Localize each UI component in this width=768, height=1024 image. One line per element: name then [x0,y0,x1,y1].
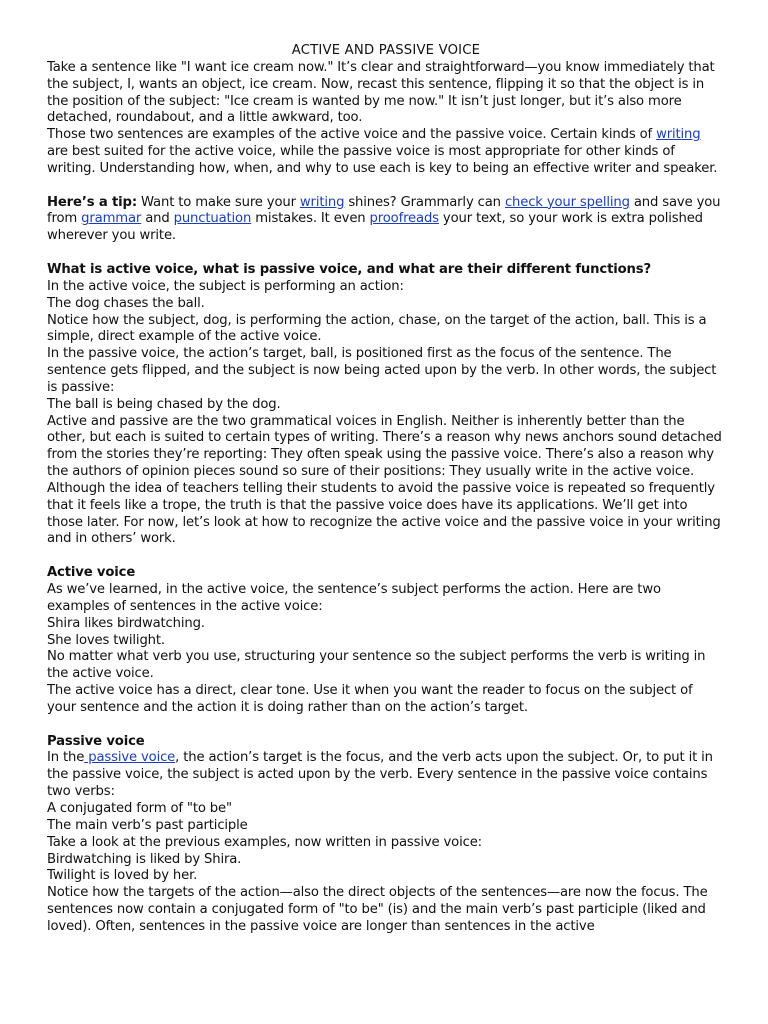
paragraph [47,750,725,801]
paragraph: In the active voice, the subject is performing an action: [47,278,404,294]
paragraph: The active voice has a direct, clear tone. Use it when you want the reader to focus on the subject of your sentence and the action it is doing rather than on the action’s target. [47,683,693,715]
spacer [47,245,725,262]
paragraph: As we’ve learned, in the active voice, the sentence’s subject performs the action. Here are two examples of sentences in the active voice: [47,582,661,614]
paragraph: Notice how the subject, dog, is performing the action, chase, on the target of the action, ball. This is a simple, direct example of the active voice. [47,312,707,345]
link-writing-intro[interactable]: writing [656,127,701,143]
tip-text: and [141,211,174,227]
tip-text: your text, so your work is extra polished wherever you write. [47,211,703,244]
document-title: ACTIVE AND PASSIVE VOICE [291,43,481,58]
tip-text: Want to make sure your [136,194,300,210]
paragraph: A conjugated form of "to be" [47,800,232,816]
tip-text: mistakes. It even [251,211,370,227]
paragraph: The dog chases the ball. [47,295,205,311]
paragraph: Notice how the targets of the action—also the direct objects of the sentences—are now the focus. The sentences now contain a conjugated form of "to be" (is) and the main verb’s past participle (liked and loved). Often, sentences in the passive voice are longer than sentences in the active [47,885,708,934]
intro-text-a: Those two sentences are examples of the active voice and the passive voice. Certain kinds of [47,127,657,143]
spacer [47,178,725,195]
link-writing[interactable]: writing [299,194,345,210]
section-heading-active: Active voice [47,565,136,581]
paragraph: The ball is being chased by the dog. [47,396,281,412]
link-grammar[interactable]: grammar [81,211,142,227]
intro-paragraph-1: Take a sentence like "I want ice cream now." It’s clear and straightforward—you know immediately that the subject, I, wants an object, ice cream. Now, recast this sentence, flipping it so that the object is in the position of the subject: "Ice cream is wanted by me now." It isn’t just longer, but it’s also more detached, roundabout, and a little awkward, too. [47,59,715,126]
paragraph: Shira likes birdwatching. [47,615,205,631]
paragraph: Twilight is loved by her. [47,868,198,884]
spacer [47,548,725,565]
link-punctuation[interactable]: punctuation [173,211,252,227]
link-proofreads[interactable]: proofreads [369,211,439,227]
paragraph: The main verb’s past participle [47,817,248,833]
paragraph: Active and passive are the two grammatical voices in English. Neither is inherently better than the other, but each is suited to certain types of writing. There’s a reason why news anchors sound detached from the stories they’re reporting: They often speak using the passive voice. There’s also a reason why the authors of opinion pieces sound so sure of their positions: They usually write in the active voice. [47,413,722,480]
tip-paragraph [47,195,725,246]
tip-text: and save you from [47,194,721,227]
paragraph: Although the idea of teachers telling their students to avoid the passive voice is repeated so frequently that it feels like a trope, the truth is that the passive voice does have its applications. We’ll get into those later. For now, let’s look at how to recognize the active voice and the passive voice in your writing and in others’ work. [47,480,721,547]
paragraph: She loves twilight. [47,632,165,648]
tip-text: shines? Grammarly can [344,194,505,210]
paragraph: Take a look at the previous examples, now written in passive voice: [47,834,482,850]
intro-paragraph-2 [47,127,725,178]
section-heading-passive: Passive voice [47,733,145,749]
spacer [47,717,725,734]
paragraph: No matter what verb you use, structuring your sentence so the subject performs the verb is writing in the active voice. [47,649,706,682]
paragraph: Birdwatching is liked by Shira. [47,851,242,867]
passive-text-a: In the [47,750,85,766]
paragraph: In the passive voice, the action’s target, ball, is positioned first as the focus of the sentence. The sentence gets flipped, and the subject is now being acted upon by the verb. In other words, the subject is passive: [47,346,717,395]
document-page [47,43,725,936]
intro-text-b: are best suited for the active voice, while the passive voice is most appropriate for other kinds of writing. Understanding how, when, and why to use each is key to being an effective writer and speaker. [47,144,718,176]
passive-text-b: , the action’s target is the focus, and the verb acts upon the subject. Or, to put it in the passive voice, the subject is acted upon by the verb. Every sentence in the passive voice contains two verbs: [47,750,713,800]
link-passive-voice[interactable]: passive voice [84,750,176,766]
link-check-spelling[interactable]: check your spelling [504,194,630,210]
section-heading-what: What is active voice, what is passive voice, and what are their different functions? [47,261,651,277]
tip-label: Here’s a tip: [47,194,137,210]
